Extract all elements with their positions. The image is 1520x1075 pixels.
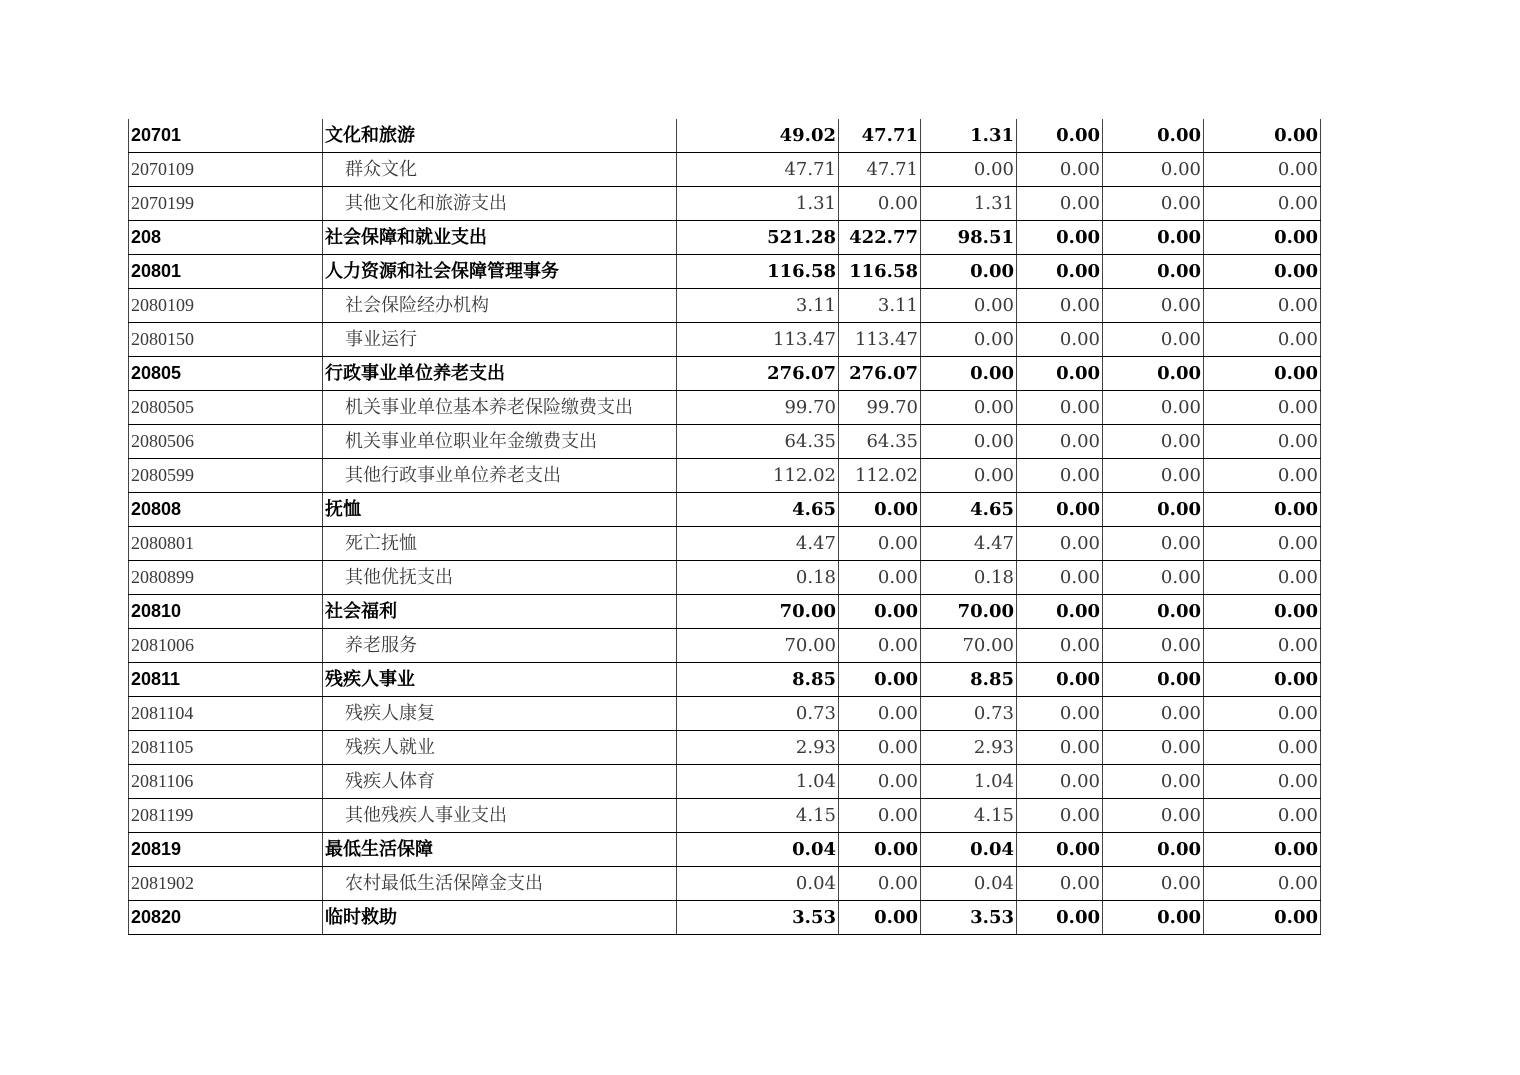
subject-code-cell: 2070199 — [129, 187, 323, 221]
value-col-3-cell: 70.00 — [921, 595, 1017, 629]
value-col-4-cell: 0.00 — [1017, 799, 1103, 833]
value-col-1-cell: 2.93 — [677, 731, 839, 765]
value-col-5-cell: 0.00 — [1103, 595, 1204, 629]
value-col-2-cell: 0.00 — [839, 833, 921, 867]
value-col-3-cell: 98.51 — [921, 221, 1017, 255]
subject-name-cell: 抚恤 — [323, 493, 677, 527]
value-col-2-cell: 0.00 — [839, 561, 921, 595]
subject-code-cell: 20801 — [129, 255, 323, 289]
table-row — [129, 527, 1321, 561]
value-col-3-cell: 0.00 — [921, 459, 1017, 493]
subject-name-cell: 其他优抚支出 — [323, 561, 677, 595]
subject-code-cell: 2081104 — [129, 697, 323, 731]
budget-table — [128, 119, 1321, 935]
value-col-2-cell: 0.00 — [839, 867, 921, 901]
subject-name-cell: 最低生活保障 — [323, 833, 677, 867]
value-col-5-cell: 0.00 — [1103, 561, 1204, 595]
value-col-6-cell: 0.00 — [1204, 493, 1321, 527]
value-col-4-cell: 0.00 — [1017, 459, 1103, 493]
value-col-3-cell: 0.00 — [921, 153, 1017, 187]
value-col-4-cell: 0.00 — [1017, 289, 1103, 323]
value-col-2-cell: 113.47 — [839, 323, 921, 357]
value-col-6-cell: 0.00 — [1204, 289, 1321, 323]
value-col-2-cell: 0.00 — [839, 697, 921, 731]
value-col-1-cell: 1.04 — [677, 765, 839, 799]
value-col-6-cell: 0.00 — [1204, 221, 1321, 255]
value-col-6-cell: 0.00 — [1204, 731, 1321, 765]
value-col-2-cell: 99.70 — [839, 391, 921, 425]
value-col-3-cell: 0.04 — [921, 867, 1017, 901]
value-col-4-cell: 0.00 — [1017, 765, 1103, 799]
subject-code-cell: 2081006 — [129, 629, 323, 663]
value-col-1-cell: 112.02 — [677, 459, 839, 493]
value-col-5-cell: 0.00 — [1103, 867, 1204, 901]
value-col-3-cell: 0.00 — [921, 357, 1017, 391]
table-row — [129, 255, 1321, 289]
value-col-1-cell: 116.58 — [677, 255, 839, 289]
value-col-6-cell: 0.00 — [1204, 901, 1321, 935]
value-col-6-cell: 0.00 — [1204, 459, 1321, 493]
value-col-4-cell: 0.00 — [1017, 425, 1103, 459]
value-col-6-cell: 0.00 — [1204, 255, 1321, 289]
table-row — [129, 799, 1321, 833]
value-col-1-cell: 3.53 — [677, 901, 839, 935]
value-col-5-cell: 0.00 — [1103, 119, 1204, 153]
value-col-5-cell: 0.00 — [1103, 629, 1204, 663]
value-col-2-cell: 0.00 — [839, 799, 921, 833]
value-col-5-cell: 0.00 — [1103, 187, 1204, 221]
table-row — [129, 221, 1321, 255]
value-col-5-cell: 0.00 — [1103, 765, 1204, 799]
subject-name-cell: 其他文化和旅游支出 — [323, 187, 677, 221]
table-row — [129, 289, 1321, 323]
value-col-2-cell: 276.07 — [839, 357, 921, 391]
subject-name-cell: 残疾人事业 — [323, 663, 677, 697]
subject-name-cell: 残疾人体育 — [323, 765, 677, 799]
value-col-5-cell: 0.00 — [1103, 697, 1204, 731]
table-row — [129, 901, 1321, 935]
value-col-4-cell: 0.00 — [1017, 561, 1103, 595]
subject-name-cell: 残疾人康复 — [323, 697, 677, 731]
value-col-5-cell: 0.00 — [1103, 799, 1204, 833]
value-col-6-cell: 0.00 — [1204, 119, 1321, 153]
value-col-1-cell: 64.35 — [677, 425, 839, 459]
value-col-6-cell: 0.00 — [1204, 391, 1321, 425]
value-col-5-cell: 0.00 — [1103, 289, 1204, 323]
subject-name-cell: 事业运行 — [323, 323, 677, 357]
value-col-5-cell: 0.00 — [1103, 833, 1204, 867]
value-col-4-cell: 0.00 — [1017, 493, 1103, 527]
value-col-1-cell: 8.85 — [677, 663, 839, 697]
value-col-2-cell: 47.71 — [839, 153, 921, 187]
value-col-1-cell: 0.04 — [677, 833, 839, 867]
value-col-5-cell: 0.00 — [1103, 323, 1204, 357]
value-col-6-cell: 0.00 — [1204, 629, 1321, 663]
value-col-4-cell: 0.00 — [1017, 629, 1103, 663]
value-col-2-cell: 0.00 — [839, 901, 921, 935]
value-col-4-cell: 0.00 — [1017, 221, 1103, 255]
table-body — [129, 119, 1321, 935]
value-col-1-cell: 3.11 — [677, 289, 839, 323]
value-col-2-cell: 422.77 — [839, 221, 921, 255]
value-col-1-cell: 0.18 — [677, 561, 839, 595]
value-col-1-cell: 113.47 — [677, 323, 839, 357]
table-row — [129, 119, 1321, 153]
value-col-2-cell: 0.00 — [839, 493, 921, 527]
value-col-5-cell: 0.00 — [1103, 663, 1204, 697]
table-row — [129, 663, 1321, 697]
value-col-3-cell: 0.73 — [921, 697, 1017, 731]
value-col-1-cell: 49.02 — [677, 119, 839, 153]
value-col-6-cell: 0.00 — [1204, 323, 1321, 357]
subject-code-cell: 2080150 — [129, 323, 323, 357]
value-col-2-cell: 0.00 — [839, 595, 921, 629]
value-col-3-cell: 1.04 — [921, 765, 1017, 799]
value-col-4-cell: 0.00 — [1017, 901, 1103, 935]
subject-name-cell: 人力资源和社会保障管理事务 — [323, 255, 677, 289]
table-row — [129, 629, 1321, 663]
subject-code-cell: 2080505 — [129, 391, 323, 425]
subject-code-cell: 20820 — [129, 901, 323, 935]
value-col-4-cell: 0.00 — [1017, 255, 1103, 289]
value-col-4-cell: 0.00 — [1017, 187, 1103, 221]
value-col-3-cell: 0.00 — [921, 323, 1017, 357]
value-col-1-cell: 521.28 — [677, 221, 839, 255]
subject-code-cell: 2081902 — [129, 867, 323, 901]
value-col-4-cell: 0.00 — [1017, 391, 1103, 425]
value-col-4-cell: 0.00 — [1017, 323, 1103, 357]
table-row — [129, 187, 1321, 221]
table-row — [129, 833, 1321, 867]
value-col-1-cell: 99.70 — [677, 391, 839, 425]
value-col-3-cell: 0.00 — [921, 391, 1017, 425]
value-col-3-cell: 4.65 — [921, 493, 1017, 527]
value-col-3-cell: 4.15 — [921, 799, 1017, 833]
value-col-5-cell: 0.00 — [1103, 901, 1204, 935]
value-col-3-cell: 70.00 — [921, 629, 1017, 663]
subject-code-cell: 20805 — [129, 357, 323, 391]
value-col-2-cell: 0.00 — [839, 187, 921, 221]
subject-name-cell: 社会福利 — [323, 595, 677, 629]
value-col-6-cell: 0.00 — [1204, 663, 1321, 697]
subject-name-cell: 死亡抚恤 — [323, 527, 677, 561]
value-col-5-cell: 0.00 — [1103, 459, 1204, 493]
value-col-4-cell: 0.00 — [1017, 663, 1103, 697]
subject-code-cell: 2080506 — [129, 425, 323, 459]
subject-code-cell: 2070109 — [129, 153, 323, 187]
subject-code-cell: 2080109 — [129, 289, 323, 323]
subject-code-cell: 2081105 — [129, 731, 323, 765]
table-row — [129, 595, 1321, 629]
table-row — [129, 357, 1321, 391]
value-col-4-cell: 0.00 — [1017, 527, 1103, 561]
subject-name-cell: 农村最低生活保障金支出 — [323, 867, 677, 901]
value-col-1-cell: 1.31 — [677, 187, 839, 221]
value-col-1-cell: 0.04 — [677, 867, 839, 901]
value-col-2-cell: 0.00 — [839, 527, 921, 561]
subject-name-cell: 其他行政事业单位养老支出 — [323, 459, 677, 493]
value-col-5-cell: 0.00 — [1103, 493, 1204, 527]
value-col-2-cell: 64.35 — [839, 425, 921, 459]
subject-name-cell: 文化和旅游 — [323, 119, 677, 153]
value-col-5-cell: 0.00 — [1103, 357, 1204, 391]
value-col-5-cell: 0.00 — [1103, 221, 1204, 255]
value-col-2-cell: 116.58 — [839, 255, 921, 289]
value-col-2-cell: 0.00 — [839, 731, 921, 765]
value-col-3-cell: 1.31 — [921, 119, 1017, 153]
subject-code-cell: 2081199 — [129, 799, 323, 833]
subject-code-cell: 2080599 — [129, 459, 323, 493]
subject-name-cell: 机关事业单位职业年金缴费支出 — [323, 425, 677, 459]
value-col-1-cell: 4.47 — [677, 527, 839, 561]
value-col-6-cell: 0.00 — [1204, 867, 1321, 901]
value-col-5-cell: 0.00 — [1103, 153, 1204, 187]
value-col-5-cell: 0.00 — [1103, 425, 1204, 459]
table-row — [129, 561, 1321, 595]
value-col-5-cell: 0.00 — [1103, 391, 1204, 425]
value-col-6-cell: 0.00 — [1204, 697, 1321, 731]
subject-code-cell: 2080899 — [129, 561, 323, 595]
value-col-3-cell: 0.00 — [921, 255, 1017, 289]
value-col-6-cell: 0.00 — [1204, 425, 1321, 459]
value-col-2-cell: 0.00 — [839, 629, 921, 663]
value-col-5-cell: 0.00 — [1103, 255, 1204, 289]
value-col-6-cell: 0.00 — [1204, 357, 1321, 391]
table-row — [129, 323, 1321, 357]
value-col-3-cell: 0.04 — [921, 833, 1017, 867]
value-col-2-cell: 47.71 — [839, 119, 921, 153]
value-col-4-cell: 0.00 — [1017, 595, 1103, 629]
subject-code-cell: 20810 — [129, 595, 323, 629]
value-col-4-cell: 0.00 — [1017, 153, 1103, 187]
value-col-1-cell: 47.71 — [677, 153, 839, 187]
value-col-3-cell: 0.00 — [921, 425, 1017, 459]
value-col-3-cell: 2.93 — [921, 731, 1017, 765]
table-row — [129, 425, 1321, 459]
value-col-2-cell: 0.00 — [839, 663, 921, 697]
value-col-3-cell: 4.47 — [921, 527, 1017, 561]
subject-name-cell: 残疾人就业 — [323, 731, 677, 765]
value-col-3-cell: 0.00 — [921, 289, 1017, 323]
subject-name-cell: 社会保障和就业支出 — [323, 221, 677, 255]
value-col-3-cell: 8.85 — [921, 663, 1017, 697]
value-col-1-cell: 70.00 — [677, 629, 839, 663]
value-col-2-cell: 0.00 — [839, 765, 921, 799]
subject-name-cell: 社会保险经办机构 — [323, 289, 677, 323]
value-col-6-cell: 0.00 — [1204, 153, 1321, 187]
value-col-6-cell: 0.00 — [1204, 833, 1321, 867]
subject-name-cell: 机关事业单位基本养老保险缴费支出 — [323, 391, 677, 425]
value-col-1-cell: 4.65 — [677, 493, 839, 527]
subject-name-cell: 群众文化 — [323, 153, 677, 187]
subject-code-cell: 20808 — [129, 493, 323, 527]
value-col-2-cell: 3.11 — [839, 289, 921, 323]
value-col-4-cell: 0.00 — [1017, 867, 1103, 901]
subject-code-cell: 2081106 — [129, 765, 323, 799]
value-col-3-cell: 0.18 — [921, 561, 1017, 595]
table-row — [129, 697, 1321, 731]
value-col-4-cell: 0.00 — [1017, 119, 1103, 153]
subject-name-cell: 其他残疾人事业支出 — [323, 799, 677, 833]
value-col-2-cell: 112.02 — [839, 459, 921, 493]
table-row — [129, 867, 1321, 901]
value-col-3-cell: 1.31 — [921, 187, 1017, 221]
value-col-3-cell: 3.53 — [921, 901, 1017, 935]
value-col-6-cell: 0.00 — [1204, 527, 1321, 561]
subject-code-cell: 20819 — [129, 833, 323, 867]
subject-code-cell: 2080801 — [129, 527, 323, 561]
subject-name-cell: 养老服务 — [323, 629, 677, 663]
table-row — [129, 731, 1321, 765]
value-col-5-cell: 0.00 — [1103, 731, 1204, 765]
value-col-1-cell: 0.73 — [677, 697, 839, 731]
value-col-6-cell: 0.00 — [1204, 799, 1321, 833]
table-row — [129, 391, 1321, 425]
subject-code-cell: 208 — [129, 221, 323, 255]
table-row — [129, 765, 1321, 799]
value-col-6-cell: 0.00 — [1204, 595, 1321, 629]
subject-code-cell: 20701 — [129, 119, 323, 153]
table-row — [129, 459, 1321, 493]
table-row — [129, 153, 1321, 187]
value-col-4-cell: 0.00 — [1017, 357, 1103, 391]
value-col-6-cell: 0.00 — [1204, 561, 1321, 595]
value-col-5-cell: 0.00 — [1103, 527, 1204, 561]
subject-code-cell: 20811 — [129, 663, 323, 697]
value-col-6-cell: 0.00 — [1204, 765, 1321, 799]
subject-name-cell: 临时救助 — [323, 901, 677, 935]
value-col-4-cell: 0.00 — [1017, 697, 1103, 731]
value-col-4-cell: 0.00 — [1017, 833, 1103, 867]
value-col-1-cell: 4.15 — [677, 799, 839, 833]
table-row — [129, 493, 1321, 527]
subject-name-cell: 行政事业单位养老支出 — [323, 357, 677, 391]
value-col-1-cell: 276.07 — [677, 357, 839, 391]
value-col-6-cell: 0.00 — [1204, 187, 1321, 221]
value-col-4-cell: 0.00 — [1017, 731, 1103, 765]
value-col-1-cell: 70.00 — [677, 595, 839, 629]
